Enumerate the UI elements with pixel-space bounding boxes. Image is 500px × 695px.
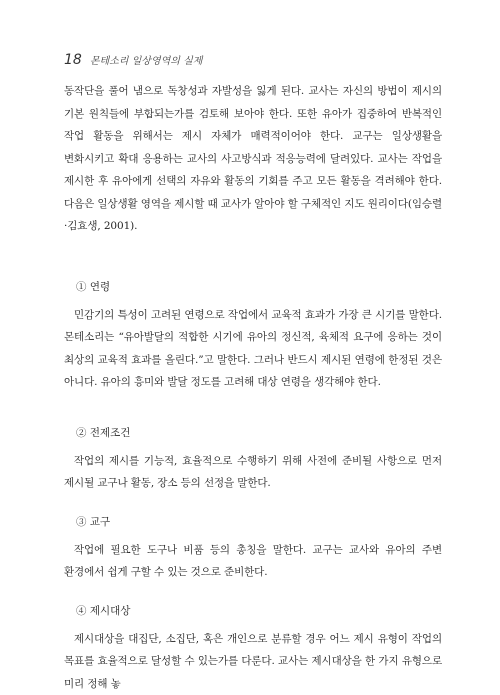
running-title: 몬테소리 일상영역의 실제 [90,52,203,67]
section-body-materials: 작업에 필요한 도구나 비품 등의 총칭을 말한다. 교구는 교사와 유아의 주변 환경에서 쉽게 구할 수 있는 것으로 준비한다. [64,539,442,584]
page-header [64,52,202,68]
intro-paragraph: 동작단을 풀어 냄으로 독창성과 자발성을 잃게 된다. 교사는 자신의 방법이 제시의 기본 원칙들에 부합되는가를 검토해 보아야 한다. 또한 유아가 집중하여 반복적인 작업 활동을 위해서는 제시 자체가 매력적이어야 한다. 교구는 일상생활을 변화시키고 확대 응용하는 교사의 사고방식과 적응능력에 달려있다. 교사는 작업을 제시한 후 유아에게 선택의 자유와 활동의 기회를 주고 모든 활동을 격려해야 한다. 다음은 일상생활 영역을 제시할 때 교사가 알아야 할 구체적인 지도 원리이다(임승렬·김효생, 2001). [64,80,442,238]
page-number: 18 [64,52,82,68]
section-body-age: 민감기의 특성이 고려된 연령으로 작업에서 교육적 효과가 가장 큰 시기를 말한다. 몬테소리는 “유아발달의 적합한 시기에 유아의 정신적, 육체적 요구에 응하는 것이 최상의 교육적 효과를 올린다.”고 말한다. 그러나 반드시 제시된 연령에 한정된 것은 아니다. 유아의 흥미와 발달 정도를 고려해 대상 연령을 생각해야 한다. [64,304,442,394]
section-heading-target: ④ 제시대상 [64,600,442,622]
section-body-prerequisites: 작업의 제시를 기능적, 효율적으로 수행하기 위해 사전에 준비될 사항으로 먼저 제시될 교구나 활동, 장소 등의 선정을 말한다. [64,450,442,495]
section-heading-age: ① 연령 [64,276,442,298]
section-heading-prerequisites: ② 전제조건 [64,422,442,444]
page-body [64,80,442,695]
section-body-target: 제시대상을 대집단, 소집단, 혹은 개인으로 분류할 경우 어느 제시 유형이 작업의 목표를 효율적으로 달성할 수 있는가를 다룬다. 교사는 제시대상을 한 가지 유형으로 미리 정해 놓 [64,628,442,695]
section-heading-materials: ③ 교구 [64,511,442,533]
